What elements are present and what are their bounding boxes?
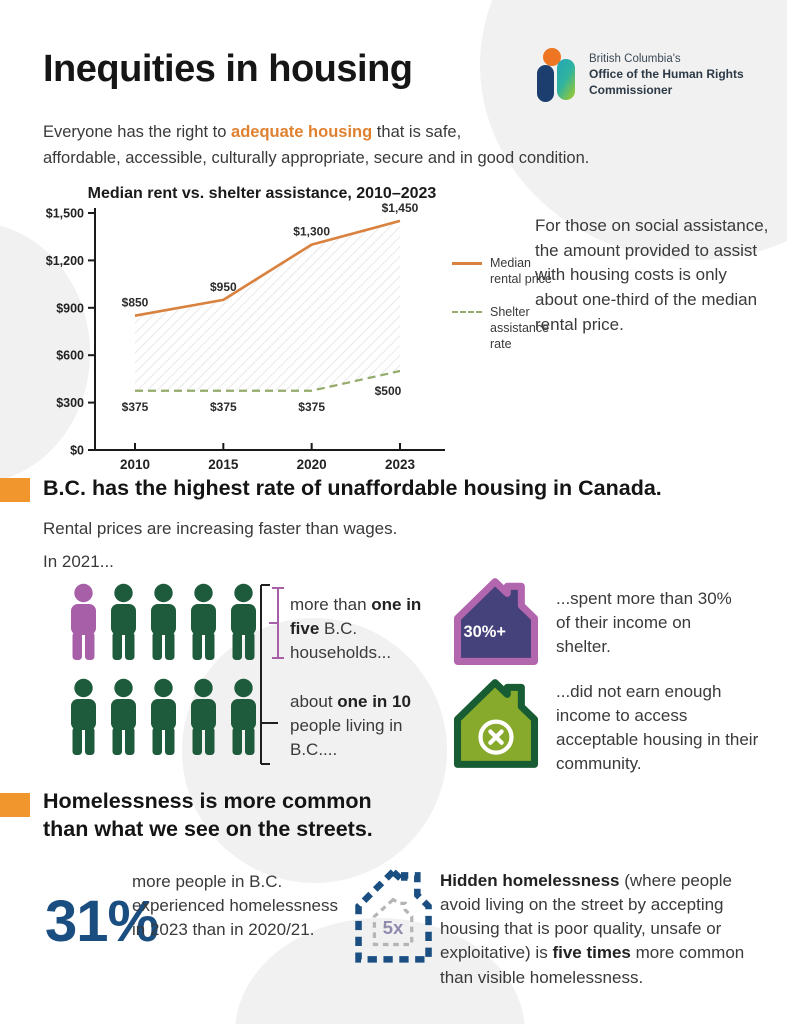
legend-label: Shelter assistance rate: [490, 304, 550, 351]
section-heading-unaffordable: B.C. has the highest rate of unaffordable housing in Canada.: [43, 476, 662, 500]
aside-paragraph: For those on social assistance, the amount provided to assist with housing costs is only about one-third of the median rental price.: [535, 216, 769, 334]
svg-text:$375: $375: [209, 399, 237, 414]
stat-31-percent: 31%: [45, 889, 159, 954]
svg-text:$300: $300: [56, 396, 84, 411]
stat-house-30-percent: [450, 575, 746, 669]
caption-bold: one in five: [290, 595, 422, 639]
caption-bold: one in 10: [337, 692, 411, 711]
caption-pre: about: [290, 692, 338, 711]
svg-text:$1,500: $1,500: [45, 206, 84, 221]
intro-paragraph: [43, 120, 643, 171]
hidden-homelessness-paragraph: [440, 869, 770, 990]
page-title: Inequities in housing: [43, 48, 413, 90]
house-30-label: 30%+: [463, 623, 506, 642]
lead-in-2021: In 2021...: [43, 552, 114, 571]
svg-text:2020: 2020: [296, 457, 327, 472]
logo-line-3: Commissioner: [589, 82, 673, 97]
heading-line-1: Homelessness is more common: [43, 789, 372, 813]
svg-text:$0: $0: [70, 443, 84, 458]
section-bullet-orange: [0, 793, 30, 817]
section-heading-homelessness: [43, 787, 463, 844]
caption-one-in-five: [290, 593, 430, 665]
person-icon-green: [185, 678, 222, 756]
svg-text:$600: $600: [56, 348, 84, 363]
house-5x-icon: [352, 866, 436, 966]
intro-post: that is safe,: [372, 123, 462, 141]
pictograph-row-households: [65, 583, 262, 661]
bchrc-logo-icon: [536, 48, 580, 104]
person-icon-green: [65, 678, 102, 756]
svg-text:$850: $850: [121, 295, 149, 310]
caption-not-enough-income: ...did not earn enough income to access acceptable housing in their community.: [556, 682, 759, 774]
bracket-purple: [266, 586, 288, 662]
person-icon-green: [105, 678, 142, 756]
legend-swatch-solid-line: [452, 262, 482, 265]
subheading-rental-wages: Rental prices are increasing faster than wages.: [43, 519, 398, 538]
person-icon-green: [145, 583, 182, 661]
person-icon-green: [225, 583, 262, 661]
caption-post: B.C. households...: [290, 619, 392, 663]
legend-swatch-dashed-line: [452, 311, 482, 313]
svg-text:2015: 2015: [208, 457, 239, 472]
hidden-bold-1: Hidden homelessness: [440, 871, 620, 890]
svg-text:$375: $375: [298, 399, 326, 414]
house-30-percent-icon: [450, 575, 542, 669]
logo-line-2: Office of the Human Rights: [589, 66, 744, 81]
person-icon-green: [225, 678, 262, 756]
intro-pre: Everyone has the right to: [43, 123, 232, 141]
hidden-post: more common than visible homelessness.: [440, 943, 745, 987]
house-x-icon: [450, 675, 542, 772]
intro-highlight: adequate housing: [231, 123, 373, 141]
person-icon-green: [105, 583, 142, 661]
stat-31-caption: more people in B.C. experienced homelessness in 2023 than in 2020/21.: [132, 872, 339, 940]
bchrc-logo-text: [589, 48, 744, 98]
section-bullet-orange: [0, 478, 30, 502]
svg-text:$500: $500: [374, 384, 402, 398]
svg-text:$1,300: $1,300: [293, 224, 331, 239]
svg-text:$950: $950: [209, 279, 237, 294]
svg-text:$375: $375: [121, 399, 149, 414]
intro-line2: affordable, accessible, culturally appropriate, secure and in good condition.: [43, 148, 590, 167]
svg-text:$900: $900: [56, 301, 84, 316]
svg-text:2023: 2023: [384, 457, 416, 472]
svg-text:$1,450: $1,450: [381, 200, 419, 215]
logo-line-1: British Columbia's: [589, 53, 681, 65]
caption-one-in-ten: [290, 690, 430, 762]
caption-post: people living in B.C....: [290, 716, 403, 760]
person-icon-green: [185, 583, 222, 661]
hidden-mid: (where people avoid living on the street by accepting housing that is poor quality, unsafe or exploitative) is: [440, 871, 732, 963]
heading-line-2: than what we see on the streets.: [43, 817, 373, 842]
person-icon-green: [145, 678, 182, 756]
stat-house-not-enough-income: [450, 675, 771, 777]
legend-label: Median rental price: [490, 256, 552, 287]
person-icon-purple: [65, 583, 102, 661]
pictograph-row-people: [65, 678, 262, 756]
caption-pre: more than: [290, 595, 372, 614]
svg-text:2010: 2010: [119, 457, 151, 472]
house-5x-label: 5x: [382, 917, 404, 939]
bchrc-logo: [536, 48, 744, 104]
chart-title: Median rent vs. shelter assistance, 2010–2023: [87, 185, 437, 202]
svg-text:$1,200: $1,200: [45, 253, 84, 268]
hidden-bold-2: five times: [552, 943, 631, 963]
caption-spent-30: ...spent more than 30% of their income on shelter.: [556, 589, 732, 657]
rent-vs-assistance-chart: [40, 200, 460, 478]
